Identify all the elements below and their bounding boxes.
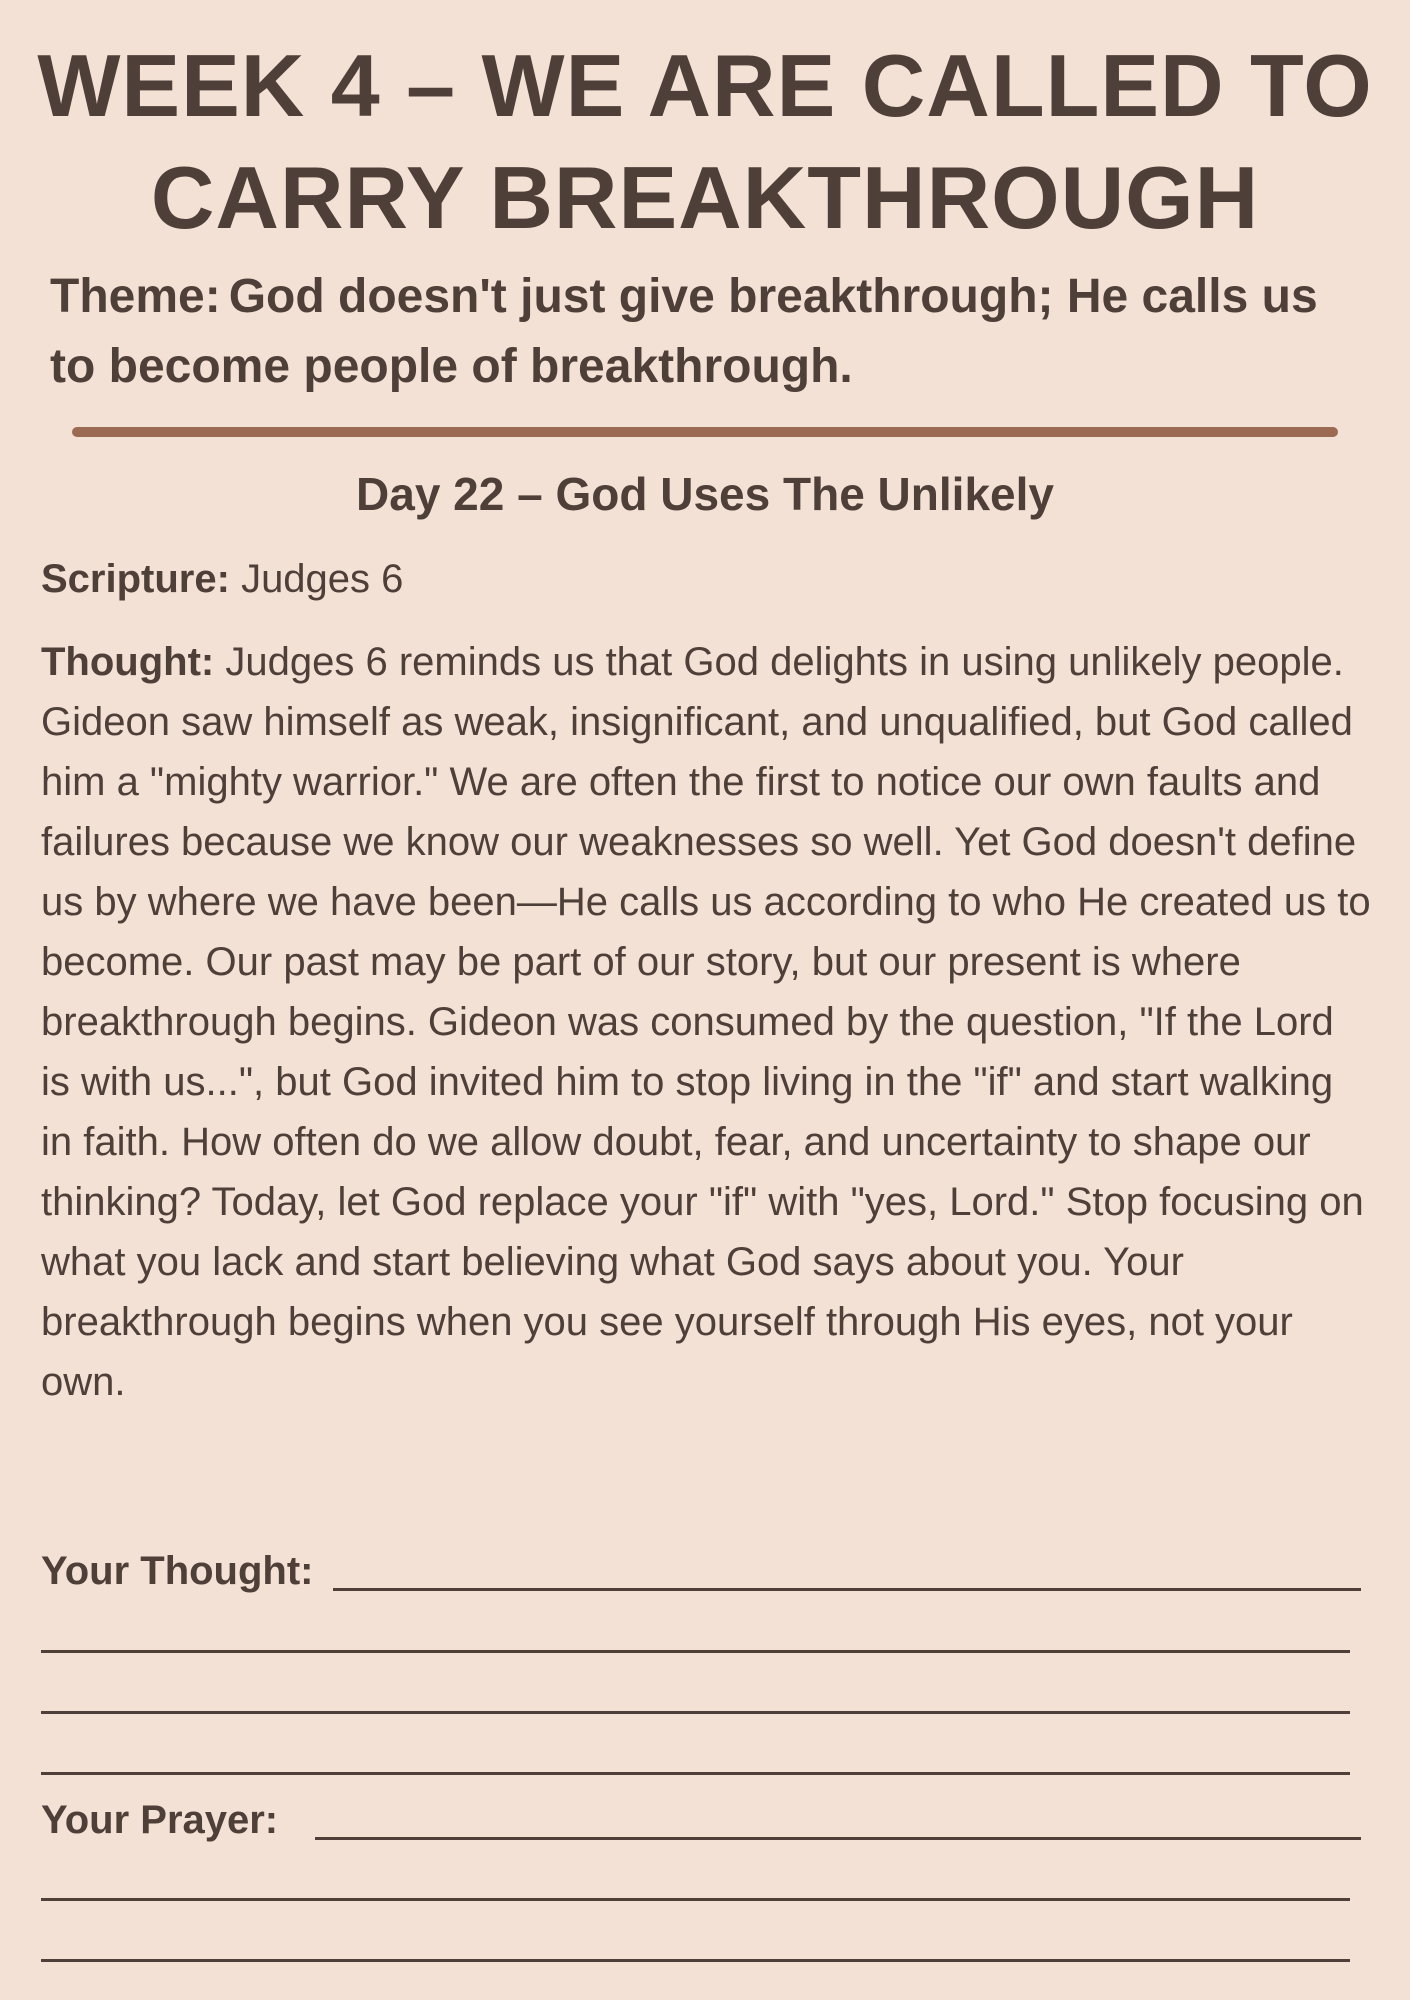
scripture-reference: Judges 6 [241,557,404,601]
your-thought-writing-line[interactable] [41,1772,1350,1775]
theme-label: Theme: [50,270,221,323]
your-thought-writing-line[interactable] [41,1711,1350,1714]
your-prayer-writing-line[interactable] [41,1898,1350,1901]
your-thought-writing-line[interactable] [333,1588,1361,1591]
thought-text: Judges 6 reminds us that God delights in using unlikely people. Gideon saw himself as weak, insignificant, and unqualified, but God called him a "mighty warrior." We are often the first to notice our own faults and failures because we know our weaknesses so well. Yet God doesn't define us by where we have been—He calls us according to who He created us to become. Our past may be part of our story, but our present is where breakthrough begins. Gideon was consumed by the question, "If the Lord is with us...", but God invited him to stop living in the "if" and start walking in faith. How often do we allow doubt, fear, and uncertainty to shape our thinking? Today, let God replace your "if" with "yes, Lord." Stop focusing on what you lack and start believing what God says about you. Your breakthrough begins when you see yourself through His eyes, not your own. [41,640,1371,1404]
your-prayer-writing-line[interactable] [41,1959,1350,1962]
theme-text: God doesn't just give breakthrough; He calls us to become people of breakthrough. [50,270,1318,393]
title-line-1: WEEK 4 – WE ARE CALLED TO [37,36,1373,135]
your-prayer-writing-line[interactable] [315,1837,1361,1840]
theme-statement [50,262,1370,402]
section-divider [72,427,1338,437]
your-prayer-field[interactable] [41,1796,1361,1846]
thought-label: Thought: [41,640,215,684]
thought-paragraph [41,632,1371,1412]
your-thought-writing-line[interactable] [41,1650,1350,1653]
page-title [0,30,1410,254]
your-thought-label: Your Thought: [41,1549,314,1593]
your-thought-field[interactable] [41,1547,1361,1597]
day-title: Day 22 – God Uses The Unlikely [356,468,1054,520]
your-prayer-label: Your Prayer: [41,1798,279,1842]
scripture-label: Scripture: [41,557,230,601]
scripture-line [41,553,403,605]
title-line-2: CARRY BREAKTHROUGH [150,148,1260,247]
